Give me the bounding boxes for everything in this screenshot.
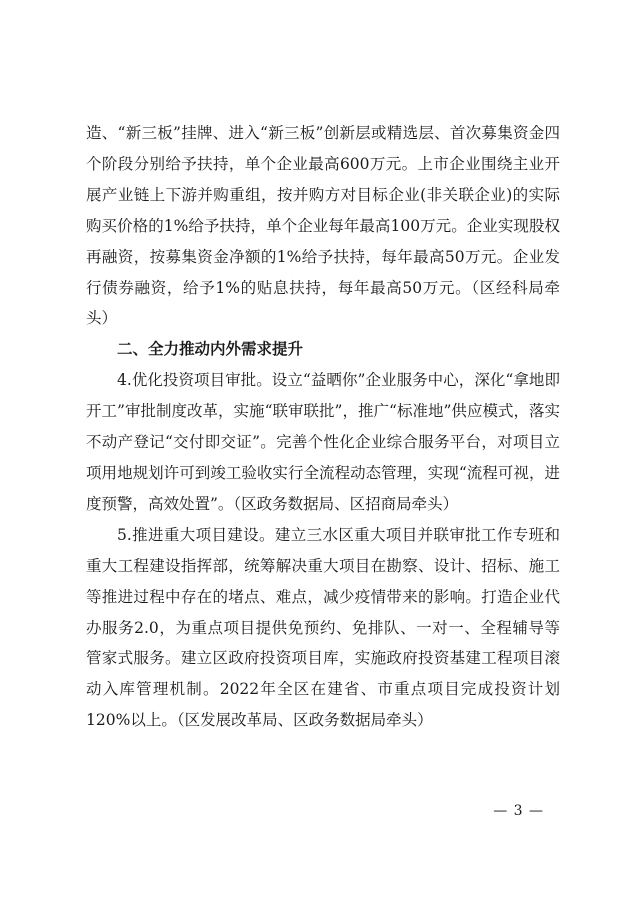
paragraph-item-5: 5.推进重大项目建设。建立三水区重大项目并联审批工作专班和重大工程建设指挥部，统筹解决重大项目在勘察、设计、招标、施工等推进过程中存在的堵点、难点，减少疫情带来的影响。打造企业代办服务2.0，为重点项目提供免预约、免排队、一对一、全程辅导等管家式服务。建立区政府投资项目库，实施政府投资基建工程项目滚动入库管理机制。2022年全区在建省、市重点项目完成投资计划120%以上。（区发展改革局、区政务数据局牵头）: [86, 525, 560, 730]
section-heading-2: 二、全力推动内外需求提升: [117, 340, 304, 359]
page-number: — 3 —: [493, 803, 544, 819]
document-body: [86, 118, 560, 736]
paragraph-financing-support: 造、“新三板”挂牌、进入“新三板”创新层或精选层、首次募集资金四个阶段分别给予扶持，单个企业最高600万元。上市企业围绕主业开展产业链上下游并购重组，按并购方对目标企业(非关联企业)的实际购买价格的1%给予扶持，单个企业每年最高100万元。企业实现股权再融资，按募集资金净额的1%给予扶持，每年最高50万元。企业发行债券融资，给予1%的贴息扶持，每年最高50万元。（区经科局牵头）: [86, 124, 560, 328]
paragraph-item-4: 4.优化投资项目审批。设立“益晒你”企业服务中心，深化“拿地即开工”审批制度改革，实施“联审联批”，推广“标准地”供应模式，落实不动产登记“交付即交证”。完善个性化企业综合服务平台，对项目立项用地规划许可到竣工验收实行全流程动态管理，实现“流程可视，进度预警，高效处置”。（区政务数据局、区招商局牵头）: [86, 371, 560, 513]
